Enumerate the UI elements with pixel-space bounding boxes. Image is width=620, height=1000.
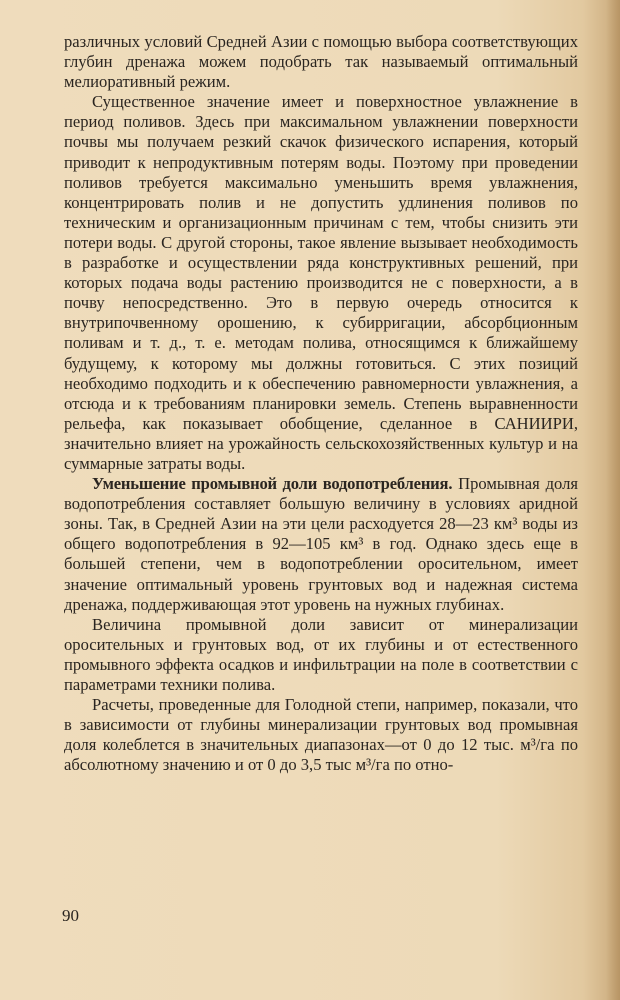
paragraph-5: [64, 695, 578, 775]
page-edge-shadow: [606, 0, 620, 1000]
paragraph-5-text: Расчеты, проведенные для Голодной степи, например, показали, что в зависимости от глубины минерализации грунтовых вод промывная доля колеблется в значительных диапазонах—от 0 до 12 тыс. м³/га по абсолютному значению и от 0 до 3,5 тыс м³/га по отно-: [64, 695, 578, 775]
page-number: 90: [62, 906, 79, 925]
paragraph-2: [64, 92, 578, 474]
paragraph-1: [64, 32, 578, 92]
body-text: [64, 32, 578, 775]
section-heading: Уменьшение промывной доли водопотребления.: [92, 474, 453, 494]
paragraph-3-text: Промывная доля водопотребления составляет большую величину в условиях аридной зоны. Так, в Средней Азии на эти цели расходуется 28—23 км³ воды из общего водопотребления в 92—105 км³ в год. Однако здесь еще в большей степени, чем в водопотреблении оросительном, имеет значение оптимальный уровень грунтовых вод и надежная система дренажа, поддерживающая этот уровень на нужных глубинах.: [64, 474, 578, 614]
paragraph-4: [64, 615, 578, 695]
paragraph-1-text: различных условий Средней Азии с помощью выбора соответствующих глубин дренажа можем подобрать так называемый оптимальный мелиоративный режим.: [64, 32, 578, 92]
paragraph-4-text: Величина промывной доли зависит от минерализации оросительных и грунтовых вод, от их глубины и от естественного промывного эффекта осадков и инфильтрации на поле в соответствии с параметрами техники полива.: [64, 614, 578, 694]
paragraph-2-text: Существенное значение имеет и поверхностное увлажнение в период поливов. Здесь при максимальном увлажнении поверхности почвы мы получаем резкий скачок физического испарения, который приводит к непродуктивным потерям воды. Поэтому при проведении поливов требуется максимально уменьшить время увлажнения, концентрировать полив и не допустить удлинения поливов по техническим и организационным причинам с тем, чтобы снизить эти потери воды. С другой стороны, такое явление вызывает необходимость в разработке и осуществлении ряда конструктивных решений, при которых подача воды растению производится не с поверхности, а в почву непосредственно. Это в первую очередь относится к внутрипочвенному орошению, к субирригации, абсорбционным поливам и т. д., т. е. методам полива, относящимся к ближайшему будущему, к которому мы должны готовиться. С этих позиций необходимо подходить и к обеспечению равномерности увлажнения, а отсюда и к требованиям планировки земель. Степень выравненности рельефа, как показывает обобщение, сделанное в САНИИРИ, значительно влияет на урожайность сельскохозяйственных культур и на суммарные затраты воды.: [64, 92, 578, 473]
paragraph-3: [64, 474, 578, 615]
